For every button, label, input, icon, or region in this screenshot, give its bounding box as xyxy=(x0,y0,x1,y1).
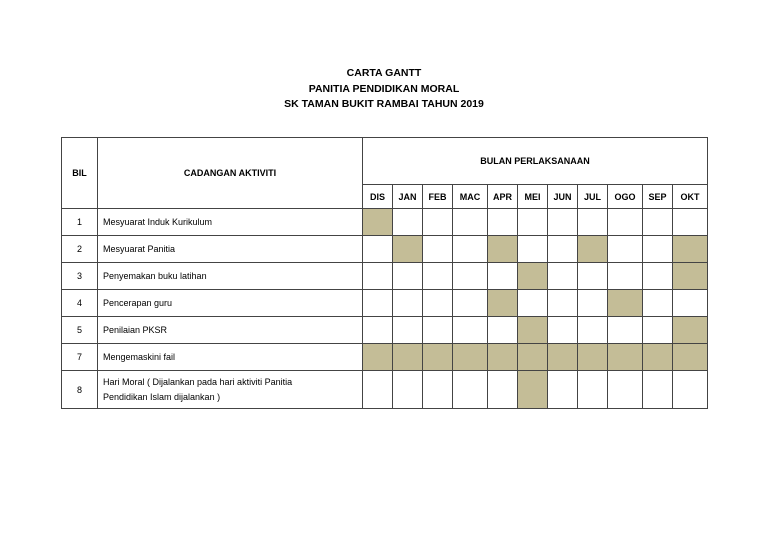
activity-text: Hari Moral ( Dijalankan pada hari aktiviti Panitia xyxy=(103,376,293,387)
schedule-cell-dis xyxy=(363,209,393,236)
schedule-cell-jul xyxy=(578,290,608,317)
schedule-cell-jun xyxy=(548,263,578,290)
schedule-cell-ogo xyxy=(608,263,643,290)
schedule-cell-okt xyxy=(673,290,708,317)
gantt-body xyxy=(62,209,708,409)
schedule-cell-okt xyxy=(673,263,708,290)
table-row xyxy=(62,263,708,290)
schedule-cell-jul xyxy=(578,209,608,236)
month-header-jan: JAN xyxy=(393,185,423,209)
month-header-jul: JUL xyxy=(578,185,608,209)
schedule-cell-feb xyxy=(423,290,453,317)
schedule-cell-jul xyxy=(578,317,608,344)
schedule-cell-ogo xyxy=(608,290,643,317)
schedule-cell-ogo xyxy=(608,317,643,344)
row-number: 5 xyxy=(62,317,98,344)
schedule-cell-mac xyxy=(453,236,488,263)
schedule-cell-jan xyxy=(393,344,423,371)
schedule-cell-okt xyxy=(673,209,708,236)
schedule-cell-jun xyxy=(548,344,578,371)
schedule-cell-jun xyxy=(548,236,578,263)
month-header-jun: JUN xyxy=(548,185,578,209)
activity-text: Penyemakan buku latihan xyxy=(103,270,207,281)
schedule-cell-mei xyxy=(518,344,548,371)
month-header-dis: DIS xyxy=(363,185,393,209)
month-header-feb: FEB xyxy=(423,185,453,209)
activity-cell xyxy=(98,209,363,236)
schedule-cell-mei xyxy=(518,209,548,236)
schedule-cell-jan xyxy=(393,263,423,290)
schedule-cell-apr xyxy=(488,236,518,263)
schedule-cell-apr xyxy=(488,263,518,290)
activity-text: Pencerapan guru xyxy=(103,297,173,308)
schedule-cell-mei xyxy=(518,371,548,409)
activity-cell xyxy=(98,317,363,344)
month-header-okt: OKT xyxy=(673,185,708,209)
schedule-cell-mac xyxy=(453,263,488,290)
schedule-cell-sep xyxy=(643,209,673,236)
month-header-ogo: OGO xyxy=(608,185,643,209)
table-row xyxy=(62,371,708,409)
schedule-cell-jul xyxy=(578,371,608,409)
schedule-cell-jul xyxy=(578,263,608,290)
schedule-cell-apr xyxy=(488,209,518,236)
schedule-cell-sep xyxy=(643,344,673,371)
schedule-cell-feb xyxy=(423,344,453,371)
header-bil: BIL xyxy=(62,138,98,209)
schedule-cell-feb xyxy=(423,317,453,344)
month-header-mei: MEI xyxy=(518,185,548,209)
schedule-cell-mac xyxy=(453,317,488,344)
schedule-cell-ogo xyxy=(608,209,643,236)
activity-cell xyxy=(98,371,363,409)
activity-cell xyxy=(98,236,363,263)
activity-text: Mesyuarat Induk Kurikulum xyxy=(103,216,213,227)
activity-cell xyxy=(98,344,363,371)
month-header-mac: MAC xyxy=(453,185,488,209)
schedule-cell-mac xyxy=(453,344,488,371)
schedule-cell-jun xyxy=(548,317,578,344)
schedule-cell-jul xyxy=(578,236,608,263)
gantt-table xyxy=(61,137,708,409)
row-number: 3 xyxy=(62,263,98,290)
row-number: 4 xyxy=(62,290,98,317)
schedule-cell-dis xyxy=(363,344,393,371)
activity-text: Penilaian PKSR xyxy=(103,324,168,335)
schedule-cell-jun xyxy=(548,209,578,236)
schedule-cell-jan xyxy=(393,317,423,344)
schedule-cell-dis xyxy=(363,371,393,409)
schedule-cell-jun xyxy=(548,371,578,409)
schedule-cell-sep xyxy=(643,263,673,290)
schedule-cell-jan xyxy=(393,371,423,409)
schedule-cell-mac xyxy=(453,290,488,317)
schedule-cell-mei xyxy=(518,263,548,290)
schedule-cell-sep xyxy=(643,290,673,317)
schedule-cell-mei xyxy=(518,290,548,317)
row-number: 7 xyxy=(62,344,98,371)
title-line-1: CARTA GANTT xyxy=(346,67,422,79)
schedule-cell-apr xyxy=(488,371,518,409)
row-number: 8 xyxy=(62,371,98,409)
schedule-cell-okt xyxy=(673,317,708,344)
schedule-cell-jan xyxy=(393,236,423,263)
schedule-cell-jan xyxy=(393,209,423,236)
schedule-cell-okt xyxy=(673,344,708,371)
document-title-block xyxy=(0,66,768,113)
schedule-cell-ogo xyxy=(608,344,643,371)
schedule-cell-feb xyxy=(423,209,453,236)
schedule-cell-ogo xyxy=(608,371,643,409)
schedule-cell-jan xyxy=(393,290,423,317)
schedule-cell-sep xyxy=(643,236,673,263)
header-activity: CADANGAN AKTIVITI xyxy=(98,138,363,209)
schedule-cell-dis xyxy=(363,236,393,263)
schedule-cell-apr xyxy=(488,290,518,317)
schedule-cell-feb xyxy=(423,371,453,409)
schedule-cell-mac xyxy=(453,371,488,409)
schedule-cell-apr xyxy=(488,344,518,371)
activity-text: Mesyuarat Panitia xyxy=(103,243,176,254)
row-number: 2 xyxy=(62,236,98,263)
row-number: 1 xyxy=(62,209,98,236)
month-header-apr: APR xyxy=(488,185,518,209)
schedule-cell-feb xyxy=(423,236,453,263)
schedule-cell-dis xyxy=(363,317,393,344)
title-line-3: SK TAMAN BUKIT RAMBAI TAHUN 2019 xyxy=(284,98,484,110)
schedule-cell-sep xyxy=(643,317,673,344)
table-row xyxy=(62,317,708,344)
activity-cell xyxy=(98,290,363,317)
table-row xyxy=(62,344,708,371)
schedule-cell-jul xyxy=(578,344,608,371)
schedule-cell-okt xyxy=(673,236,708,263)
schedule-cell-okt xyxy=(673,371,708,409)
month-header-sep: SEP xyxy=(643,185,673,209)
schedule-cell-mac xyxy=(453,209,488,236)
schedule-cell-feb xyxy=(423,263,453,290)
schedule-cell-jun xyxy=(548,290,578,317)
table-row xyxy=(62,236,708,263)
schedule-cell-dis xyxy=(363,263,393,290)
schedule-cell-apr xyxy=(488,317,518,344)
header-months-group: BULAN PERLAKSANAAN xyxy=(363,138,708,185)
table-row xyxy=(62,209,708,236)
title-line-2: PANITIA PENDIDIKAN MORAL xyxy=(308,82,460,95)
schedule-cell-sep xyxy=(643,371,673,409)
schedule-cell-dis xyxy=(363,290,393,317)
activity-text-line-2: Pendidikan Islam dijalankan ) xyxy=(103,391,221,402)
activity-text: Mengemaskini fail xyxy=(103,351,176,362)
schedule-cell-mei xyxy=(518,317,548,344)
table-row xyxy=(62,290,708,317)
activity-cell xyxy=(98,263,363,290)
schedule-cell-ogo xyxy=(608,236,643,263)
schedule-cell-mei xyxy=(518,236,548,263)
